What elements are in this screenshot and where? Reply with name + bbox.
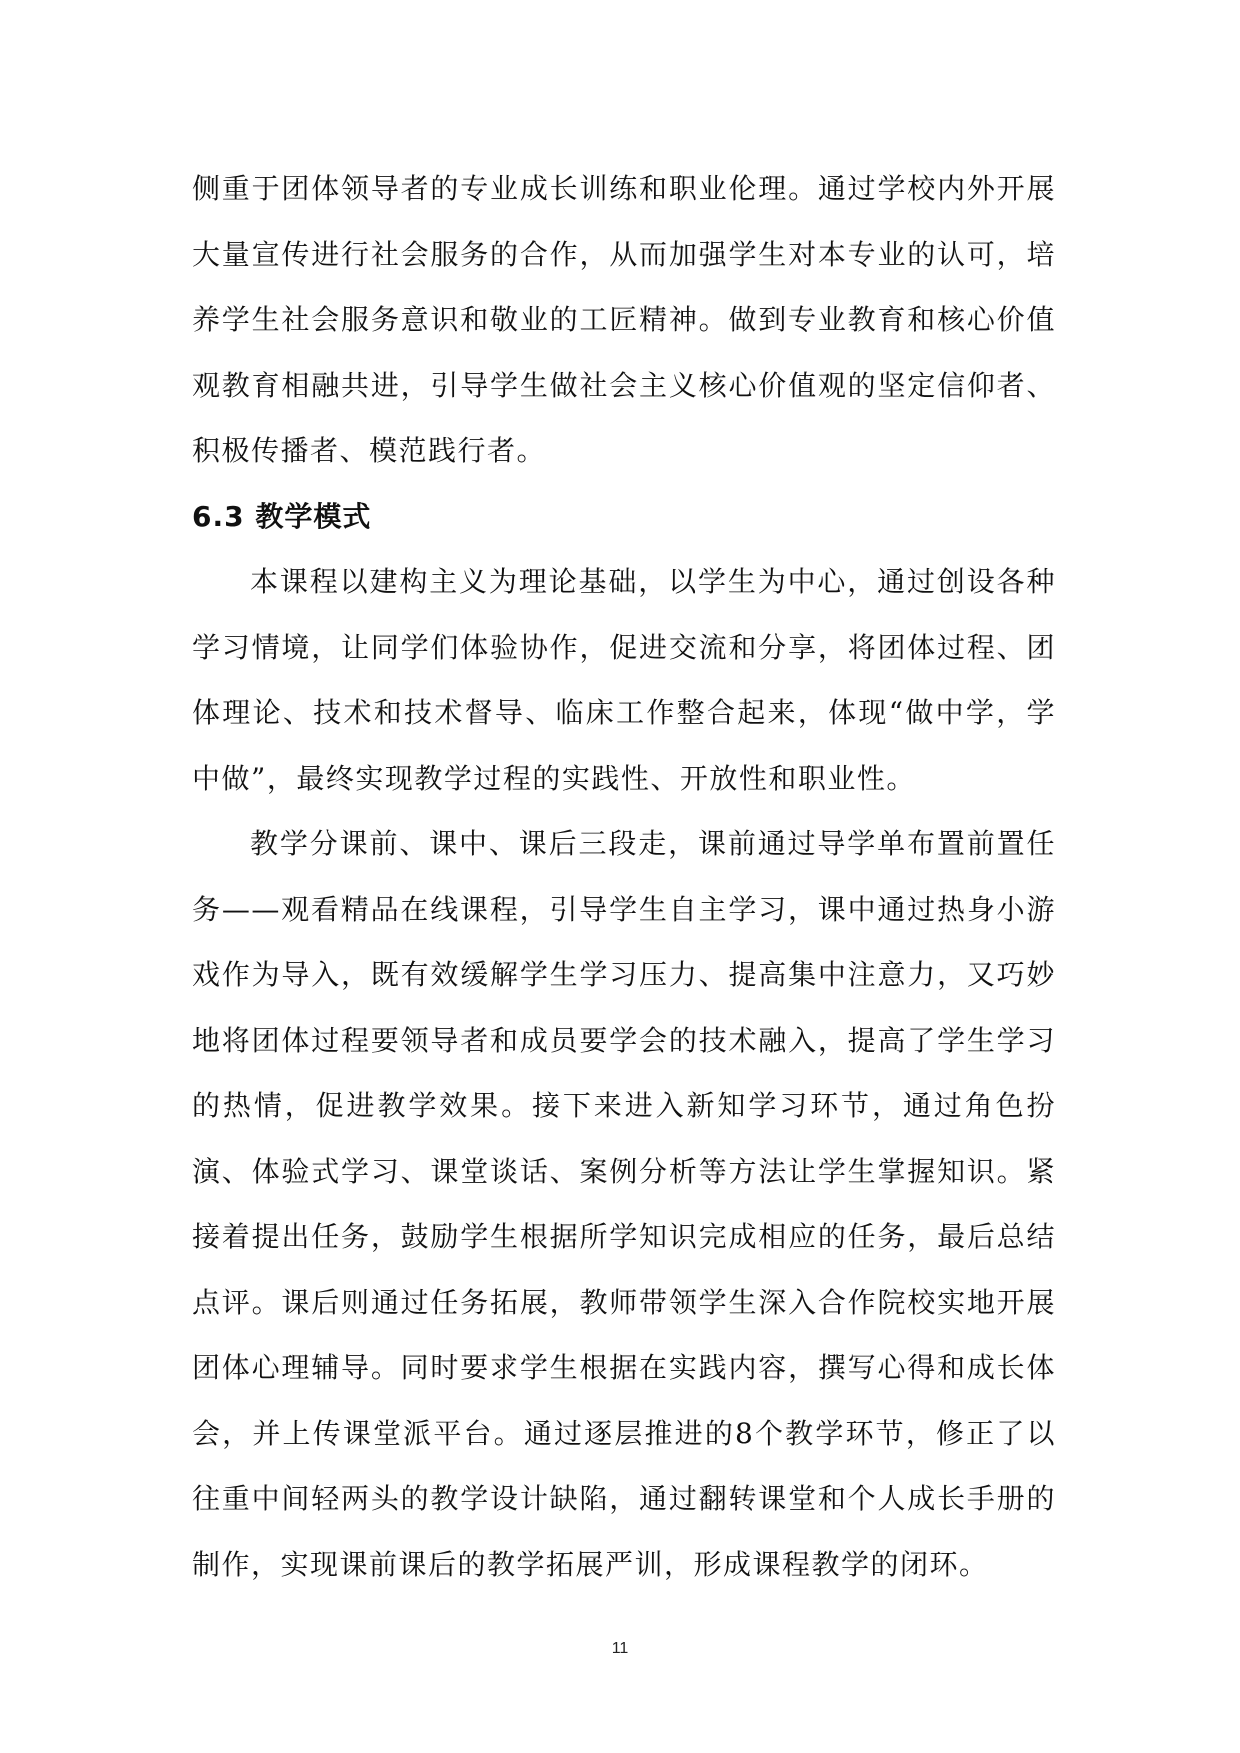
page-number: 11 [611, 1640, 629, 1657]
section-heading: 6.3 教学模式 [192, 499, 372, 533]
page-content [192, 156, 1056, 1597]
paragraph-continued: 侧重于团体领导者的专业成长训练和职业伦理。通过学校内外开展大量宣传进行社会服务的合作，从而加强学生对本专业的认可，培养学生社会服务意识和敬业的工匠精神。做到专业教育和核心价值观教育相融共进，引导学生做社会主义核心价值观的坚定信仰者、积极传播者、模范践行者。 [192, 172, 1056, 467]
paragraph-teaching-basis: 本课程以建构主义为理论基础，以学生为中心，通过创设各种学习情境，让同学们体验协作，促进交流和分享，将团体过程、团体理论、技术和技术督导、临床工作整合起来，体现“做中学，学中做”，最终实现教学过程的实践性、开放性和职业性。 [192, 565, 1056, 795]
paragraph-teaching-stages: 教学分课前、课中、课后三段走，课前通过导学单布置前置任务——观看精品在线课程，引导学生自主学习，课中通过热身小游戏作为导入，既有效缓解学生学习压力、提高集中注意力，又巧妙地将团体过程要领导者和成员要学会的技术融入，提高了学生学习的热情，促进教学效果。接下来进入新知学习环节，通过角色扮演、体验式学习、课堂谈话、案例分析等方法让学生掌握知识。紧接着提出任务，鼓励学生根据所学知识完成相应的任务，最后总结点评。课后则通过任务拓展，教师带领学生深入合作院校实地开展团体心理辅导。同时要求学生根据在实践内容，撰写心得和成长体会，并上传课堂派平台。通过逐层推进的8个教学环节，修正了以往重中间轻两头的教学设计缺陷，通过翻转课堂和个人成长手册的制作，实现课前课后的教学拓展严训，形成课程教学的闭环。 [192, 827, 1056, 1581]
